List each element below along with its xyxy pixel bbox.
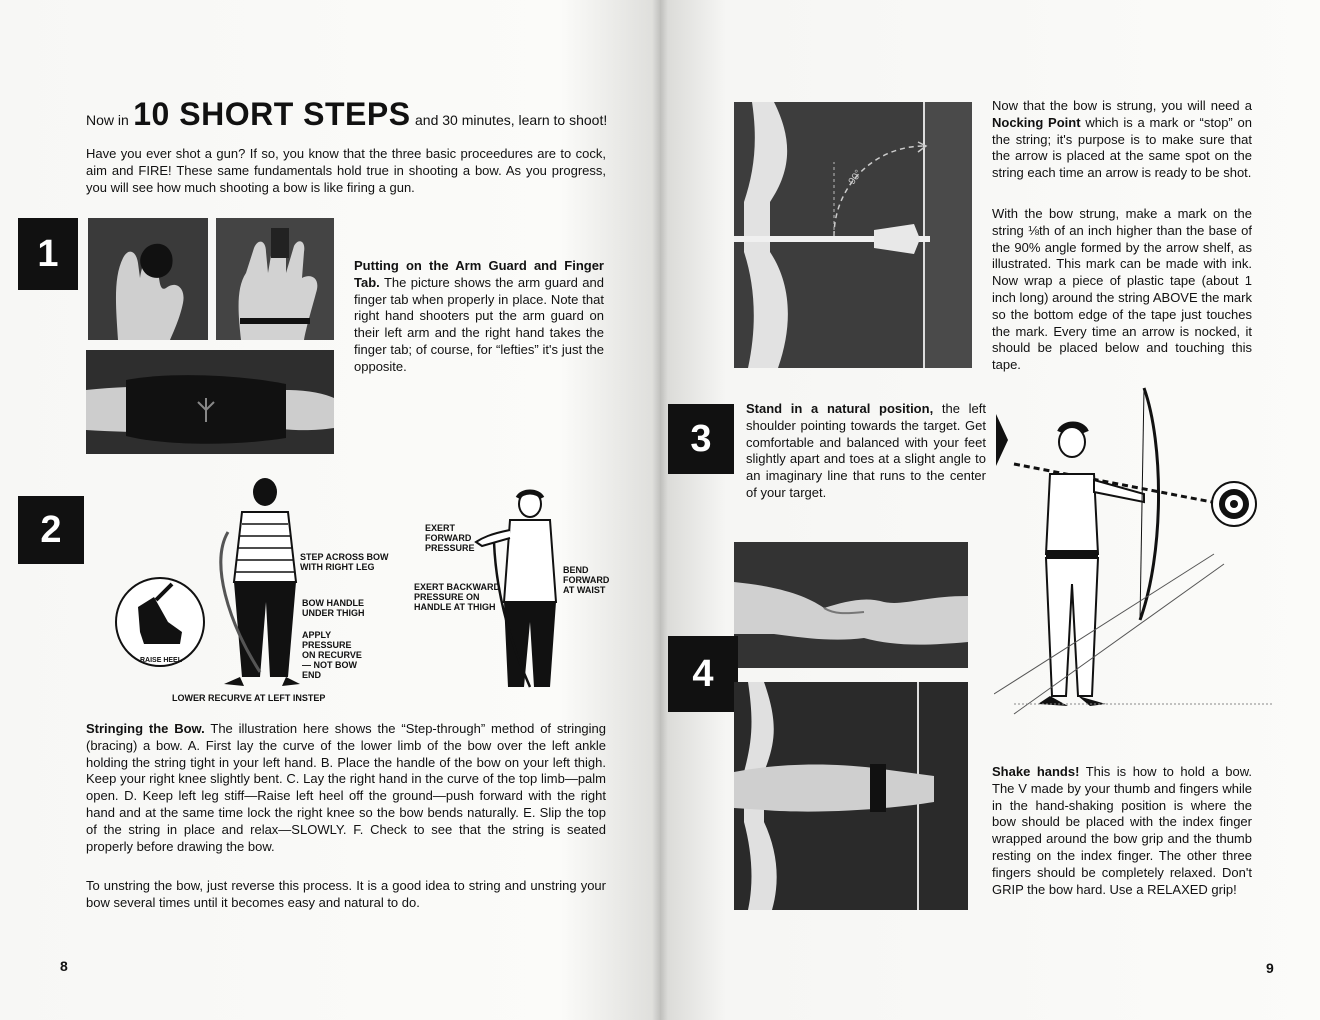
- label-apply-pressure: APPLY PRESSURE ON RECURVE — NOT BOW END: [302, 630, 362, 680]
- nocking-paragraph-2: With the bow strung, make a mark on the string ⅛th of an inch higher than the base of the 90% angle formed by the arrow shelf, as illustrated. This mark can be made with ink. Now wrap a piece of plastic tape (about 1 inch long) around the string ABOVE the mark so the bottom edge of the tape just touches the mark. Every time an arrow is nocked, it should be placed below and touching this tape.: [992, 206, 1252, 373]
- nocking-paragraph-1: [992, 98, 1252, 182]
- page-number-left: 8: [60, 958, 68, 974]
- label-exert-backward: EXERT BACKWARD PRESSURE ON HANDLE AT THIGH: [414, 582, 501, 612]
- heading-suffix: and 30 minutes, learn to shoot!: [415, 112, 608, 128]
- intro-paragraph: Have you ever shot a gun? If so, you know that the three basic proceedures are to cock, aim and FIRE! These same fundamentals hold true in shooting a bow. As you progress, you will see how much shooting a bow is like firing a gun.: [86, 146, 606, 195]
- label-step-across: STEP ACROSS BOW WITH RIGHT LEG: [300, 552, 389, 572]
- page-number-right: 9: [1266, 960, 1274, 976]
- heading-prefix: Now in: [86, 112, 129, 128]
- stringing-title: Stringing the Bow.: [86, 721, 205, 736]
- handshake-photo: [734, 542, 968, 668]
- step-1-badge: 1: [18, 218, 78, 290]
- step-1-body: The picture shows the arm guard and finger tab when properly in place. Note that right hand shooters put the arm guard on their left arm and the right hand takes the finger tab; of course, for “lefties” it's just the opposite.: [354, 274, 604, 374]
- stringing-body: The illustration here shows the “Step-through” method of stringing (bracing) a bow. A. First lay the curve of the lower limb of the bow over the left ankle holding the string tight in your left hand. B. Place the handle of the bow on your left thigh. Keep your right knee slightly bent. C. Lay the right hand in the curve of the top limb—palm open. D. Keep left leg stiff—Raise left heel off the ground—push forward with the right hand and at the same time lock the right knee so the bow bends naturally. E. Slip the top of the string in place and relax—SLOWLY. F. Check to see that the string is seated properly before drawing the bow.: [86, 721, 606, 854]
- step-1-text: [354, 258, 604, 376]
- book-gutter: [652, 0, 668, 1020]
- step-3-text: [746, 401, 986, 502]
- label-lower-recurve: LOWER RECURVE AT LEFT INSTEP: [172, 693, 326, 703]
- step-4-badge: 4: [668, 636, 738, 712]
- nocking-point-photo: [734, 102, 972, 368]
- stringing-text: [86, 721, 606, 855]
- step-1-title: Putting on the Arm Guard and Finger Tab.: [354, 258, 604, 290]
- label-bend-forward: BEND FORWARD AT WAIST: [563, 565, 610, 595]
- nocking-term: Nocking Point: [992, 114, 1081, 130]
- nocking-intro-rest: which is a mark or “stop” on the string; it's purpose is to make sure that the arrow is placed at the same spot on the string each time an arrow is ready to be shot.: [992, 114, 1252, 181]
- bow-grip-photo: [734, 682, 968, 910]
- page-heading: [86, 96, 611, 133]
- step-3-title: Stand in a natural position,: [746, 401, 934, 416]
- finger-tab-photo-1: [88, 218, 208, 340]
- angle-label: 90°: [846, 168, 865, 187]
- step-3-badge: 3: [668, 404, 734, 474]
- step-4-text: [992, 764, 1252, 898]
- step-3-body: the left shoulder pointing towards the target. Get comfortable and balanced with your feet slightly apart and toes at a slight angle to an imaginary line that runs to the center of your target.: [746, 401, 986, 500]
- label-exert-forward: EXERT FORWARD PRESSURE: [425, 523, 475, 553]
- unstring-text: To unstring the bow, just reverse this process. It is a good idea to string and unstring your bow several times until it becomes easy and natural to do.: [86, 878, 606, 910]
- arm-guard-photo: [86, 350, 334, 454]
- step-2-badge: 2: [18, 496, 84, 564]
- label-raise-heel: RAISE HEEL: [140, 657, 183, 664]
- nocking-intro: Now that the bow is strung, you will need a: [992, 98, 1252, 113]
- label-bow-handle: BOW HANDLE UNDER THIGH: [302, 598, 365, 618]
- step-4-body: This is how to hold a bow. The V made by your thumb and fingers while in the hand-shaking position is where the bow should be placed with the index finger wrapped around the bow grip and the thumb resting on the index finger. The other three fingers should be completely relaxed. Don't GRIP the bow hard. Use a RELAXED grip!: [992, 764, 1252, 897]
- right-page: [660, 0, 1320, 1020]
- finger-tab-photo-2: [216, 218, 334, 340]
- step-4-title: Shake hands!: [992, 764, 1080, 779]
- archer-stance-illustration: [994, 384, 1284, 756]
- heading-main: 10 SHORT STEPS: [133, 96, 411, 132]
